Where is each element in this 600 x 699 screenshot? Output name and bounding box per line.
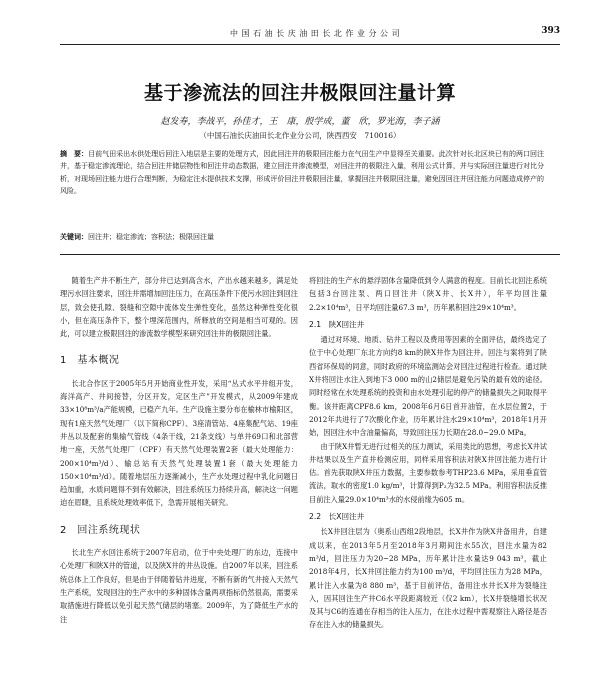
section-2-2-heading: 2.2 长X回注井 [309, 512, 365, 522]
page-number: 393 [541, 26, 560, 36]
affiliation: （中国石油长庆油田长北作业分公司，陕西西安 710016） [199, 131, 401, 140]
abstract-label: 摘 要： [60, 150, 89, 158]
paper-title: 基于渗流法的回注井极限回注量计算 [143, 82, 456, 104]
section-1-heading: 1 基本概况 [60, 355, 120, 367]
section-2-paragraph: 长北生产水回注系统于2007年启动，位于中央处理厂的东边，连接中心处理厂和陕X井的管道，以及陕X井的井丛设施。自2007年以来，回注系统总体上工作良好，但是由于伴随着钻井进度，不断有新的气井接入天然气生产系统，发现回注的生产水中的多种固体含量两项指标仍然很高，需要采取措施进行降低以免引起天然气储层的堵塞。2009年，为了降低生产水的注 [60, 548, 298, 624]
section-2-2-paragraph: 长X井回注层为（奥系山西组2段地层，长X井作为陕X井备用井，自建成以来，在2013年5月至2018年3月期间注水55次，回注水量为82 m³/d，回注压力为20~28 MPa，历年累计注水量达9 043 m³，截止2018年4月，长X井回注能力约为100 m³/d，平均回注压力为28 MPa，累计注入水量为8 880 m³，基于目前评估，备用注水井长X井为裂缝注入，因其回注生产井C6水平段距离较近（仅2 km），长X井裂缝增长状况及其与C6的连通在存相当的注入压力，在注水过程中需观察注入路径是否存在注入水的储量损失。 [309, 527, 547, 630]
continued-paragraph: 将回注的生产水的悬浮固体含量降低到令人满意的程度。目前长北回注系统包括3台回注泵、两口回注井（陕X井、长X井），年平均回注量2.2×10⁴m³，日平均回注量67.3 m³，历年累积回注29×10⁴m³。 [309, 276, 547, 312]
keywords-text: 回注井；稳定渗流；容积法；极限回注量 [88, 233, 214, 241]
section-1-paragraph: 长北合作区于2005年5月开始商业性开发，采用“丛式水平井组开发，海洋高产、井间接替，分区开发，定区生产”开发模式，从2009年建成33×10⁸m³/a产能规模，已稳产九年。生产设施主要分布在榆林市榆阳区，现有1座天然气处理厂（以下简称CPF）、3座清管站、4座集配气站、19座井丛以及配套的集输气管线（4条干线，21条支线）与单井69口和北部营地一座，天然气处理厂（CPF）有天然气处理装置2套（最大处理能力：200×10⁴m³/d）、输总站有天然气处理装置1套（最大处理能力150×10⁴m³/d）。随着地层压力逐渐减小，生产水处理过程中乳化问题日趋加重，水质问题得不到有效解决，回注系统压力持续升高，解决这一问题迫在眉睫，且系统处理效率低下，急需开展相关研究。 [60, 378, 298, 508]
running-header [60, 26, 560, 40]
left-column [60, 274, 298, 626]
journal-name: 中 国 石 油 长 庆 油 田 长 北 作 业 分 公 司 [230, 29, 401, 38]
section-2-1-heading: 2.1 陕X回注井 [309, 319, 365, 329]
intro-paragraph: 随着生产井不断生产，部分井已达到高含水，产出水越来越多，满足处理污水回注要求，回注井需增加回注压力，在高压条件下使污水回注到回注层，致会使孔隙、裂缝和空隙中流体发生弹性变化，虽然这种弹性变化很小，但在高压条件下，整个埋深范围内，所释放的空间是相当可观的。因此，可以建立极限回注的渗流数学模型来研究回注井的极限回注量。 [60, 276, 298, 339]
section-2-1-paragraph-2: 由于陕X井暂无进行过相关的压力测试，采用类比的思想，考虑长X井试井结果以及生产直井检测应用，同样采用容积法对陕X井回注能力进行计估。首先获取陕X井压力数据，主要参数参考THP23.6 MPa，采用垂直管流法，取水的密度1.0 kg/m³，计算得到P₂为32.5 MPa。利用容积法反推目前注入量29.0×10⁴m³水的水侵前缘为605 m。 [309, 441, 547, 504]
abstract-block [60, 148, 544, 198]
section-2-heading: 2 回注系统现状 [60, 524, 141, 536]
keywords-label: 关键词： [60, 233, 88, 241]
abstract-text: 目前气田采出水供处理后回注入地层是主要的处理方式，因此回注井的极限回注能力在气田生产中显得至关重要。此次针对长北区块已有的两口回注井，基于稳定渗流理论，结合回注井储层物性和回注井动态数据，建立回注井渗流模型，对回注井的极限注入量，利用公式计算，并与实际回注量进行对比分析，对现场回注能力进行合理判断，为稳定注水提供技术支撑，形成评价回注井极限回注量，掌握回注井极限回注量，避免因回注井回注能力问题造成停产的风险。 [60, 150, 545, 196]
author-list: 赵发寿，李战平，孙佳才，王 康，殷学成，董 欣，罗光海，李子涵 [160, 117, 440, 127]
abstract-rule [60, 254, 560, 255]
section-2-1-paragraph-1: 通过对环境、地质、钻井工程以及费用等因素的全面评估，最终选定了位于中心处理厂东北方向约8 km的陕X井作为回注井。回注与案将到了陕西省环保局的同意，同时政府的环境监测站会对回注过程进行检查。通过陕X井将回注水注入到地下3 000 m的山2储层是避免污染的最有效的途径。同时经常在水处理系统的投资和由水处理引起的停产的储量损失之间取得平衡。该井距离CPF8.6 km，2008年6月6日首开油管，在水层位置2，于2012年共进行了7次酸化作业，历年累计注水29×10⁴m³，2018年1月开始，因回注水中含油量偏高，导致回注压力长期在28.0~29.0 MPa。 [309, 335, 547, 438]
right-column [309, 274, 547, 632]
header-rule [60, 44, 560, 45]
keywords-block [60, 232, 544, 242]
